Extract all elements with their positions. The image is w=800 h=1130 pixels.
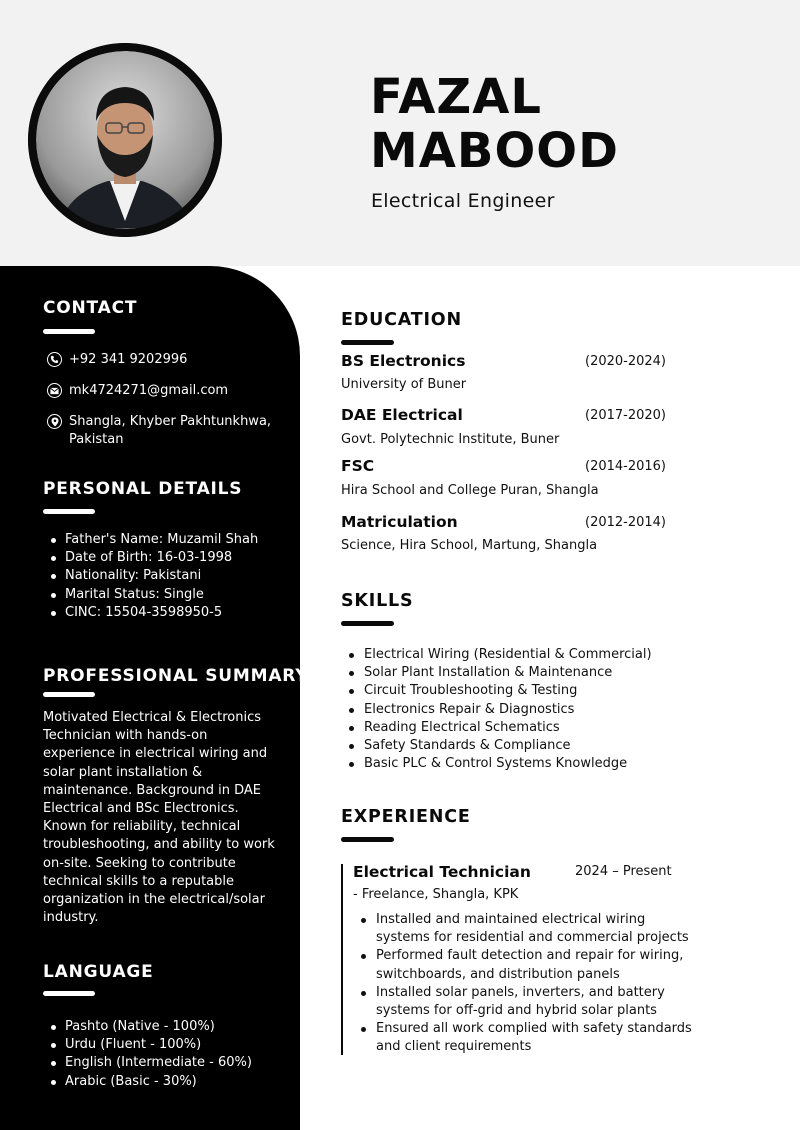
- experience-period: 2024 – Present: [575, 864, 672, 879]
- skills-list: [347, 646, 652, 773]
- list-item: Nationality: Pakistani: [49, 567, 258, 585]
- list-item: Ensured all work complied with safety standards and client requirements: [359, 1020, 699, 1056]
- education-years: (2020-2024): [585, 354, 667, 369]
- profile-photo: [28, 43, 222, 237]
- language-list: [49, 1018, 252, 1091]
- education-institution: Hira School and College Puran, Shangla: [341, 483, 599, 498]
- list-item: Electronics Repair & Diagnostics: [347, 701, 652, 719]
- summary-line: solar plant installation &: [43, 764, 203, 780]
- list-item: Pashto (Native - 100%): [49, 1018, 252, 1036]
- list-item: Installed and maintained electrical wiring systems for residential and commercial projects: [359, 911, 699, 947]
- summary-line: on-site. Seeking to contribute: [43, 855, 236, 871]
- skills-underline: [341, 621, 394, 626]
- education-underline: [341, 340, 394, 345]
- summary-text: [43, 709, 283, 927]
- address-line-2: Pakistan: [69, 432, 124, 447]
- experience-vertical-rule: [341, 864, 343, 1055]
- language-underline: [43, 991, 95, 996]
- experience-title: Electrical Technician: [353, 863, 531, 881]
- list-item: Father's Name: Muzamil Shah: [49, 531, 258, 549]
- personal-details-underline: [43, 509, 95, 514]
- email-text: mk4724271@gmail.com: [69, 383, 229, 398]
- phone-icon: [47, 352, 62, 367]
- language-heading: LANGUAGE: [43, 962, 154, 982]
- job-title: Electrical Engineer: [371, 190, 555, 212]
- list-item: Performed fault detection and repair for wiring, switchboards, and distribution panels: [359, 947, 699, 983]
- list-item: Safety Standards & Compliance: [347, 737, 652, 755]
- list-item: Basic PLC & Control Systems Knowledge: [347, 755, 652, 773]
- education-title: BS Electronics: [341, 352, 466, 370]
- summary-line: troubleshooting, and ability to work: [43, 837, 275, 853]
- education-institution: University of Buner: [341, 377, 467, 392]
- contact-email: [47, 382, 228, 400]
- list-item: Date of Birth: 16-03-1998: [49, 549, 258, 567]
- personal-details-list: [49, 531, 258, 622]
- address-line-1: Shangla, Khyber Pakhtunkhwa,: [69, 414, 272, 429]
- summary-underline: [43, 692, 95, 697]
- list-item: Circuit Troubleshooting & Testing: [347, 682, 652, 700]
- summary-heading: PROFESSIONAL SUMMARY: [43, 666, 309, 686]
- skills-heading: SKILLS: [341, 591, 414, 611]
- education-institution: Govt. Polytechnic Institute, Buner: [341, 432, 560, 447]
- education-title: Matriculation: [341, 513, 458, 531]
- last-name: MABOOD: [370, 123, 619, 179]
- summary-line: maintenance. Background in DAE: [43, 782, 261, 798]
- contact-heading-underline: [43, 329, 95, 334]
- list-item: Electrical Wiring (Residential & Commercial): [347, 646, 652, 664]
- summary-line: industry.: [43, 910, 99, 926]
- summary-line: technical skills to a reputable: [43, 873, 234, 889]
- email-icon: [47, 383, 62, 398]
- experience-list: [359, 911, 699, 1057]
- address-text: [69, 413, 271, 449]
- phone-text: +92 341 9202996: [69, 352, 188, 367]
- summary-line: Motivated Electrical & Electronics: [43, 710, 262, 725]
- contact-phone: [47, 351, 187, 369]
- location-pin-icon: [47, 414, 62, 429]
- first-name: FAZAL: [370, 69, 542, 125]
- education-years: (2017-2020): [585, 408, 667, 423]
- list-item: Urdu (Fluent - 100%): [49, 1036, 252, 1054]
- summary-line: Technician with hands-on: [43, 728, 208, 744]
- list-item: Installed solar panels, inverters, and battery systems for off-grid and hybrid solar plants: [359, 984, 699, 1020]
- contact-address: [47, 413, 271, 449]
- personal-details-heading: PERSONAL DETAILS: [43, 479, 243, 499]
- experience-underline: [341, 837, 394, 842]
- list-item: Solar Plant Installation & Maintenance: [347, 664, 652, 682]
- experience-heading: EXPERIENCE: [341, 807, 471, 827]
- contact-heading: CONTACT: [43, 298, 138, 318]
- education-heading: EDUCATION: [341, 310, 462, 330]
- summary-line: Electrical and BSc Electronics.: [43, 801, 239, 817]
- summary-line: experience in electrical wiring and: [43, 746, 268, 762]
- summary-line: organization in the electrical/solar: [43, 892, 265, 908]
- education-years: (2014-2016): [585, 459, 667, 474]
- education-title: FSC: [341, 457, 375, 475]
- education-years: (2012-2014): [585, 515, 667, 530]
- list-item: CINC: 15504-3598950-5: [49, 604, 258, 622]
- candidate-name: [370, 70, 619, 178]
- list-item: Arabic (Basic - 30%): [49, 1073, 252, 1091]
- list-item: Reading Electrical Schematics: [347, 719, 652, 737]
- summary-line: Known for reliability, technical: [43, 819, 241, 835]
- education-institution: Science, Hira School, Martung, Shangla: [341, 538, 598, 553]
- list-item: Marital Status: Single: [49, 586, 258, 604]
- list-item: English (Intermediate - 60%): [49, 1054, 252, 1072]
- experience-company: - Freelance, Shangla, KPK: [353, 887, 519, 902]
- education-title: DAE Electrical: [341, 406, 463, 424]
